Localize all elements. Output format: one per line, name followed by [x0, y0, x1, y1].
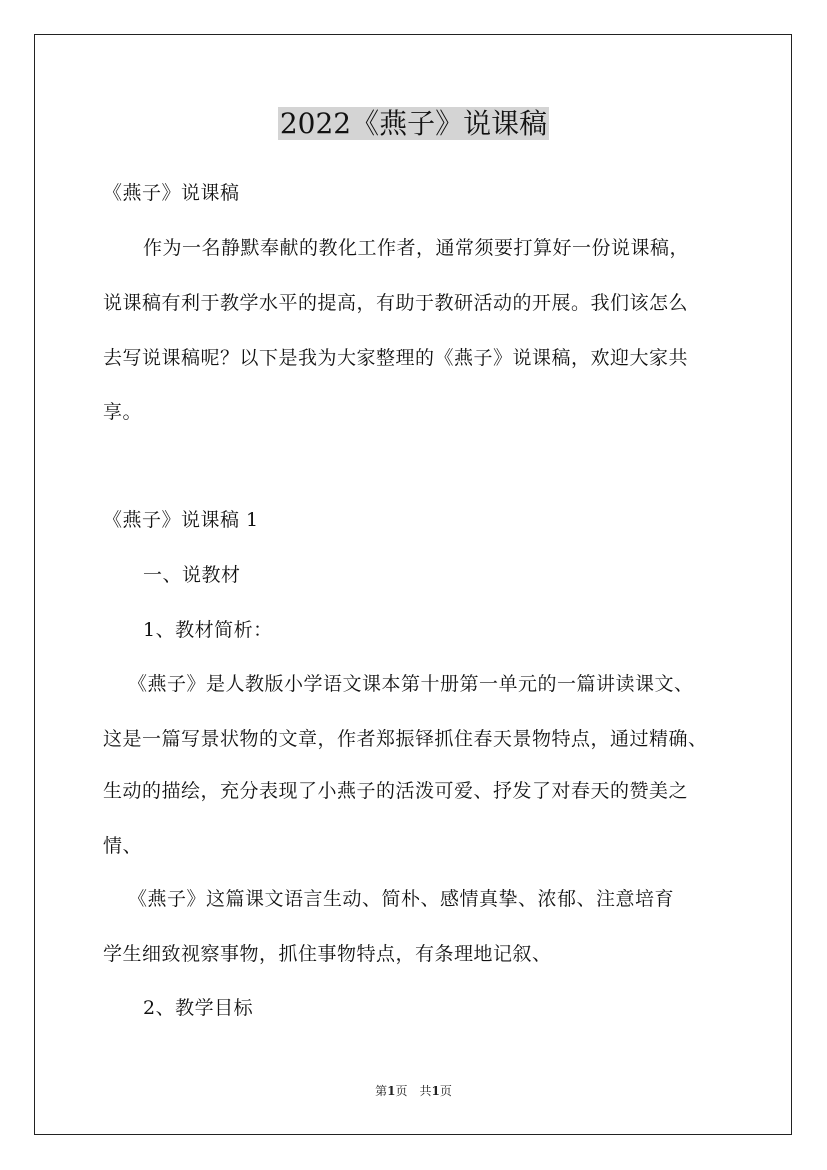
footer-page-total: 1 [431, 1084, 440, 1098]
intro-paragraph-line: 去写说课稿呢？以下是我为大家整理的《燕子》说课稿，欢迎大家共 [103, 347, 689, 369]
footer-page-suffix: 页 [439, 1084, 452, 1098]
subsection-heading: 2、教学目标 [143, 997, 254, 1019]
body-paragraph-line: 生动的描绘，充分表现了小燕子的活泼可爱、抒发了对春天的赞美之 [103, 780, 689, 802]
body-paragraph-line: 《燕子》这篇课文语言生动、简朴、感情真挚、浓郁、注意培育 [128, 888, 675, 910]
intro-paragraph-line: 享。 [103, 401, 143, 423]
subsection-heading: 一、说教材 [143, 564, 241, 586]
footer-page-mid: 页 共 [395, 1084, 432, 1098]
document-title [0, 100, 827, 148]
intro-paragraph-line: 作为一名静默奉献的教化工作者，通常须要打算好一份说课稿， [143, 237, 690, 259]
body-paragraph-line: 《燕子》是人教版小学语文课本第十册第一单元的一篇讲读课文、 [128, 673, 694, 695]
footer-page-prefix: 第 [375, 1084, 388, 1098]
document-title-text: 2022《燕子》说课稿 [279, 107, 548, 140]
footer-page-current: 1 [387, 1084, 396, 1098]
subsection-heading: 1、教材简析： [143, 619, 273, 641]
body-paragraph-line: 情、 [103, 835, 143, 857]
section-heading: 《燕子》说课稿 1 [103, 509, 259, 531]
page-footer [0, 1082, 827, 1100]
body-paragraph-line: 学生细致视察事物，抓住事物特点，有条理地记叙、 [103, 943, 552, 965]
intro-paragraph-line: 说课稿有利于教学水平的提高，有助于教研活动的开展。我们该怎么 [103, 292, 689, 314]
section-heading: 《燕子》说课稿 [103, 182, 240, 204]
body-paragraph-line: 这是一篇写景状物的文章，作者郑振铎抓住春天景物特点，通过精确、 [103, 728, 708, 750]
